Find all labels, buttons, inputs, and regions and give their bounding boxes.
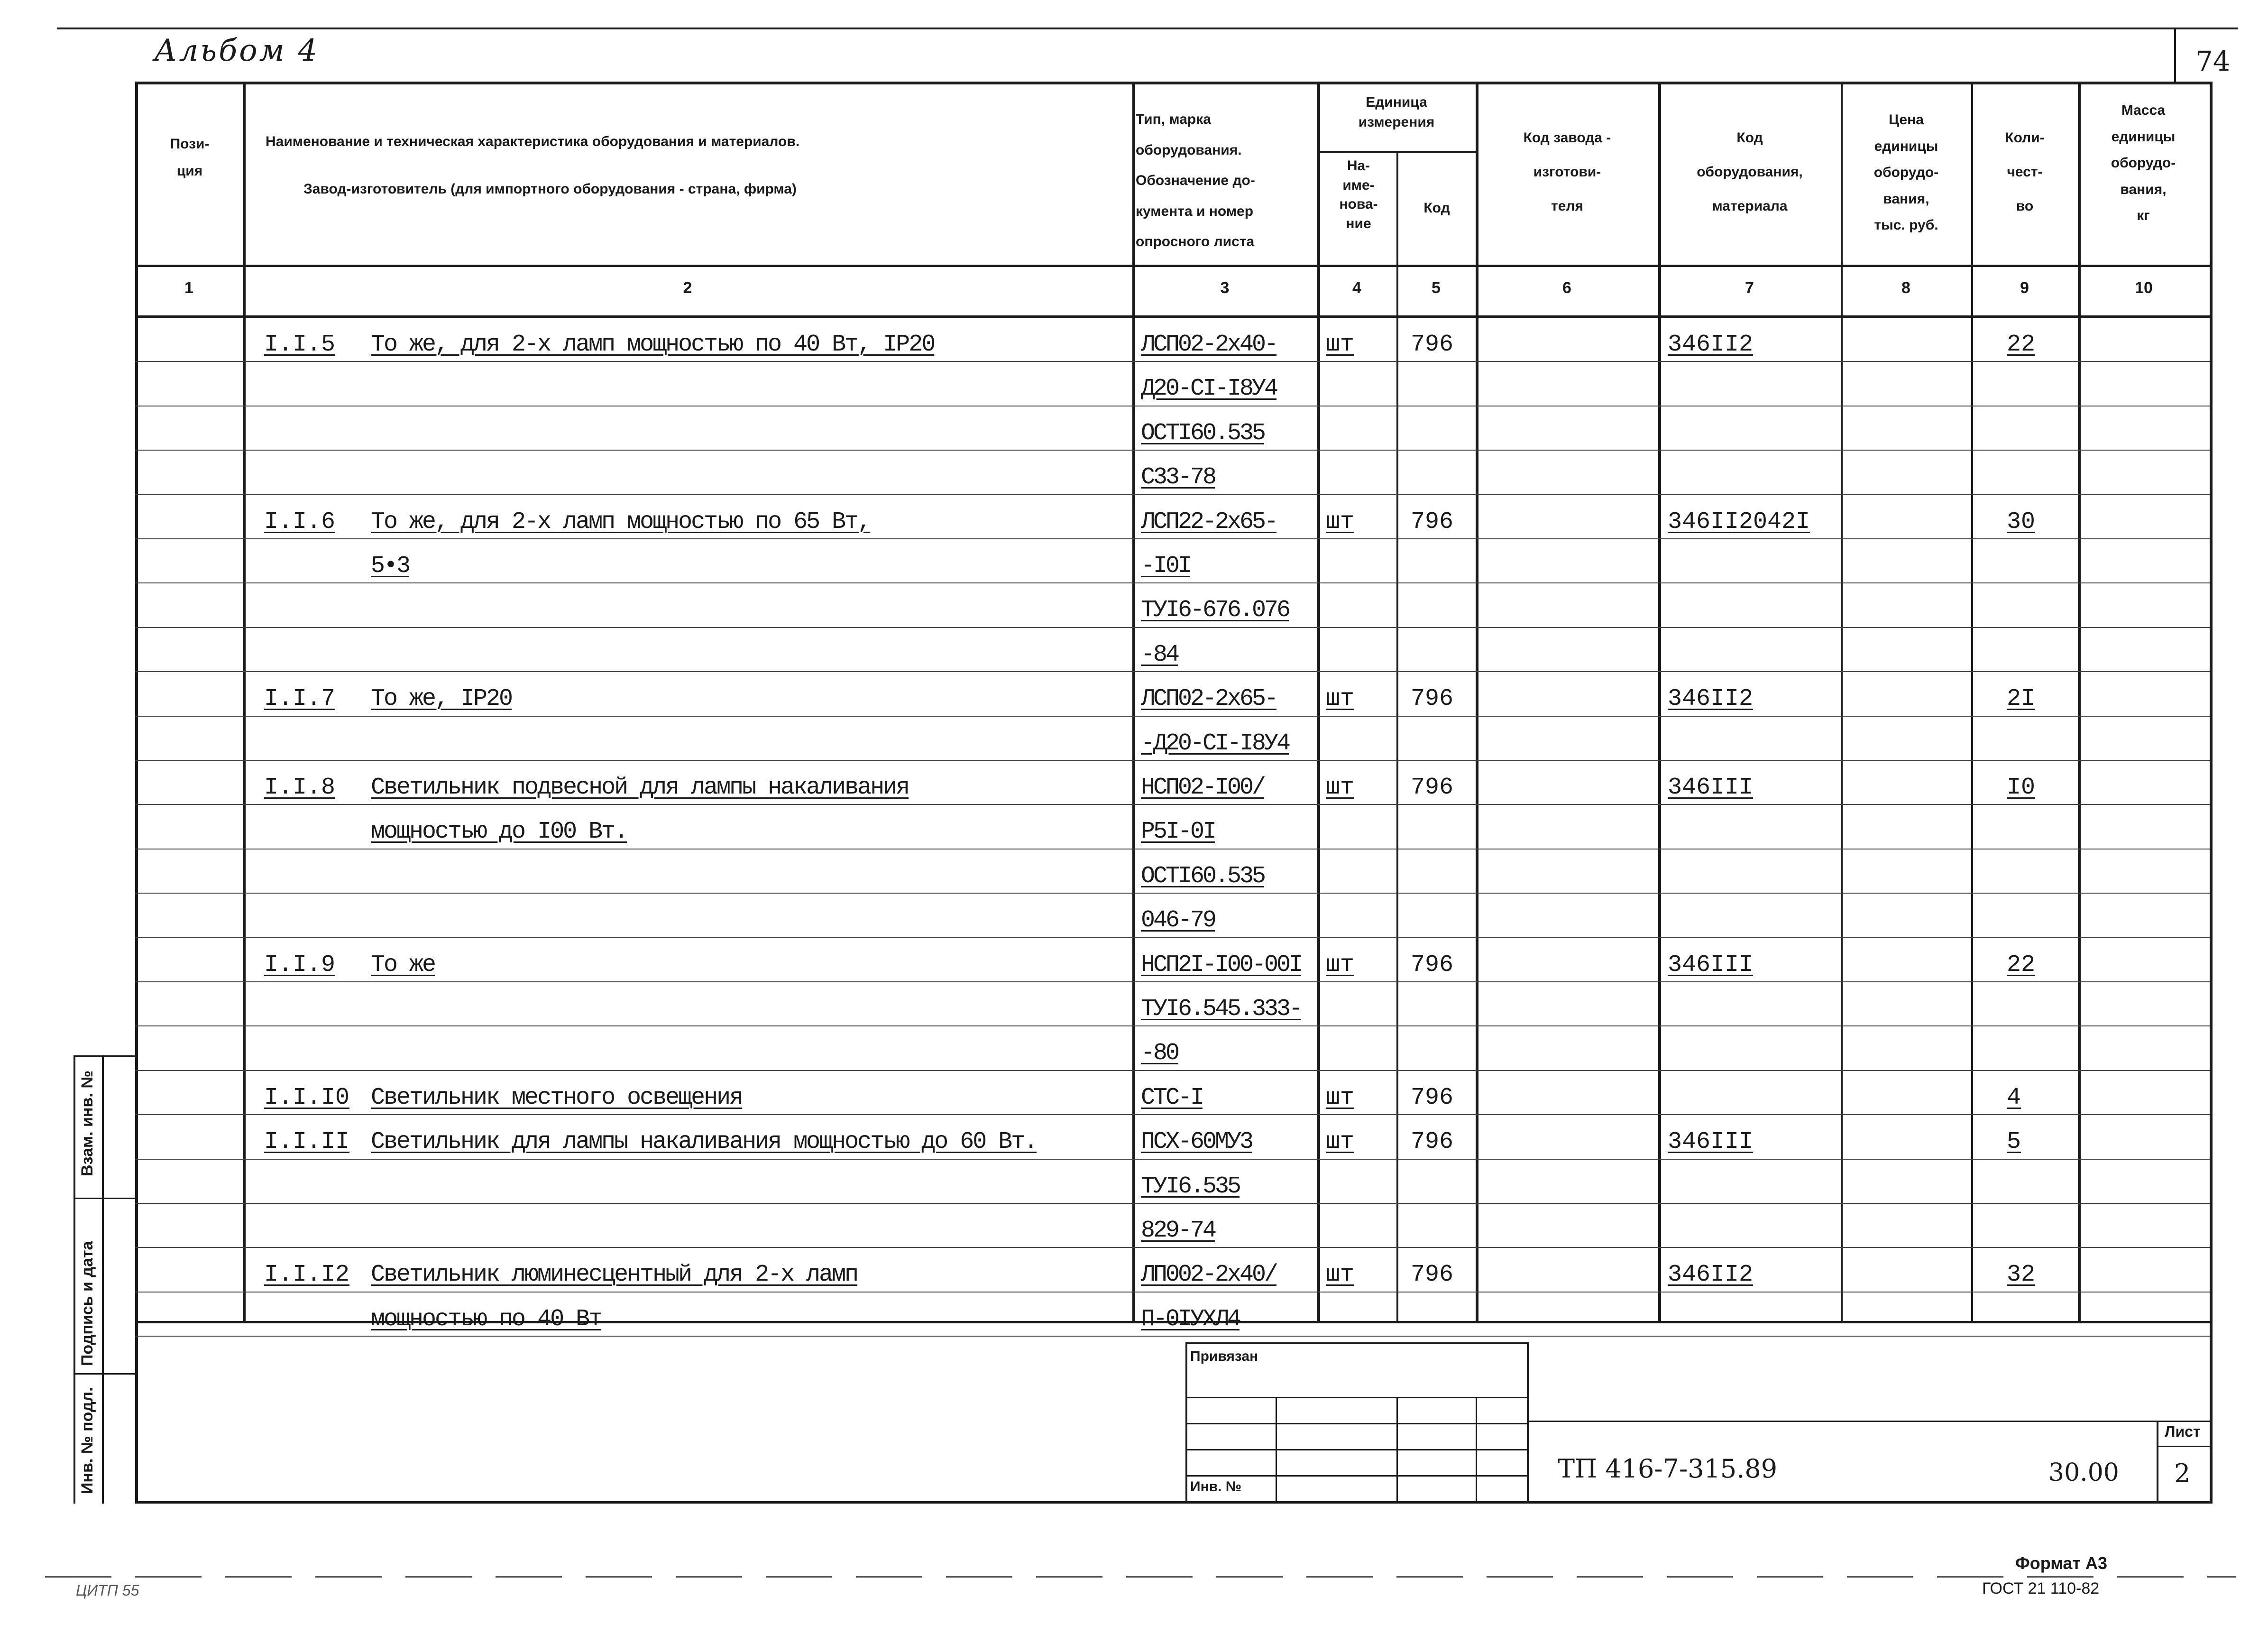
column-number: 8 bbox=[1901, 279, 1910, 297]
column-line-bold bbox=[2210, 82, 2213, 1323]
stamp-inv-podl: Инв. № подл. bbox=[78, 1387, 96, 1494]
privyazan-right bbox=[1527, 1342, 1529, 1504]
top-rule bbox=[57, 28, 2238, 29]
cell-type: ЛСП22-2х65- bbox=[1141, 508, 1277, 536]
column-line-bold bbox=[1658, 82, 1661, 1323]
column-number: 1 bbox=[184, 279, 193, 297]
stamp-divider bbox=[73, 1198, 135, 1199]
left-mark: ЦИТП 55 bbox=[76, 1582, 139, 1599]
row-separator bbox=[135, 538, 2210, 539]
format-label: Формат А3 bbox=[2015, 1553, 2108, 1573]
row-separator bbox=[135, 494, 2210, 495]
column-number: 4 bbox=[1352, 279, 1361, 297]
list-column bbox=[2157, 1421, 2158, 1504]
cell-unit: шт bbox=[1326, 685, 1355, 713]
privyazan-col bbox=[1476, 1397, 1477, 1504]
row-separator bbox=[135, 627, 2210, 628]
cell-type: СТС-I bbox=[1141, 1084, 1203, 1111]
cell-type: -I0I bbox=[1141, 553, 1191, 580]
cell-unit: шт bbox=[1326, 508, 1355, 536]
cell-name: 5•3 bbox=[371, 553, 410, 580]
cell-unit: шт bbox=[1326, 1261, 1355, 1289]
header-mass: Масса единицы оборудо- вания, кг bbox=[2111, 102, 2176, 223]
cell-qty: I0 bbox=[2007, 774, 2036, 801]
cell-code: 796 bbox=[1411, 951, 1454, 979]
row-separator bbox=[135, 582, 2210, 583]
column-line bbox=[135, 82, 138, 1323]
cell-pos: I.I.7 bbox=[264, 685, 336, 713]
footer-rule bbox=[45, 1576, 2236, 1578]
cell-type: -80 bbox=[1141, 1040, 1178, 1067]
cell-equip: 346II2 bbox=[1668, 1261, 1754, 1289]
cell-name: То же, для 2-х ламп мощностью по 65 Вт, bbox=[371, 508, 871, 536]
row-separator bbox=[135, 1025, 2210, 1026]
cell-qty: 4 bbox=[2007, 1084, 2021, 1111]
cell-type: Д20-СI-I8У4 bbox=[1141, 375, 1277, 403]
cell-type: ТУI6-676.076 bbox=[1141, 597, 1289, 624]
list-divider bbox=[2157, 1446, 2211, 1447]
cell-type: ТУI6.535 bbox=[1141, 1173, 1240, 1200]
page-number-border bbox=[2174, 28, 2176, 83]
sheet-left-border bbox=[135, 1321, 138, 1504]
title-block-top bbox=[1527, 1421, 2212, 1422]
header-unit-code: Код bbox=[1423, 200, 1450, 216]
stamp-podpis: Подпись и дата bbox=[78, 1241, 96, 1366]
list-label: Лист bbox=[2165, 1423, 2201, 1440]
cell-type: ПСХ-60МУ3 bbox=[1141, 1128, 1252, 1156]
header-factory-code: Код завода - изготови- теля bbox=[1523, 130, 1611, 214]
cell-name: Светильник подвесной для лампы накаливания bbox=[371, 774, 909, 801]
column-number: 3 bbox=[1220, 279, 1230, 297]
cell-code: 796 bbox=[1411, 508, 1454, 536]
cell-type: -Д20-СI-I8У4 bbox=[1141, 729, 1289, 757]
stamp-vzam: Взам. инв. № bbox=[78, 1070, 96, 1176]
table-top-border bbox=[135, 82, 2212, 84]
cell-type: ЛСП02-2х40- bbox=[1141, 331, 1277, 358]
row-separator bbox=[135, 450, 2210, 451]
cell-name: Светильник люминесцентный для 2-х ламп bbox=[371, 1261, 858, 1289]
cell-type: П-0IУХЛ4 bbox=[1141, 1305, 1240, 1333]
cell-type: НСП02-I00/ bbox=[1141, 774, 1265, 801]
cell-unit: шт bbox=[1326, 951, 1355, 979]
row-separator bbox=[135, 1114, 2210, 1115]
privyazan-left bbox=[1185, 1342, 1187, 1504]
stamp-column-left bbox=[73, 1055, 75, 1504]
cell-code: 796 bbox=[1411, 774, 1454, 801]
column-line-bold bbox=[2078, 82, 2081, 1323]
cell-pos: I.I.5 bbox=[264, 331, 336, 358]
cell-type: ЛСП02-2х65- bbox=[1141, 685, 1277, 713]
column-number: 9 bbox=[2020, 279, 2029, 297]
cell-qty: 22 bbox=[2007, 951, 2036, 979]
cell-name: То же, IP20 bbox=[371, 685, 512, 713]
sheet-bottom-border bbox=[135, 1501, 2212, 1504]
cell-type: ТУI6.545.333- bbox=[1141, 996, 1302, 1023]
numbers-bottom-border bbox=[135, 315, 2212, 318]
header-unit-name: На- име- нова- ние bbox=[1339, 158, 1378, 231]
row-separator bbox=[135, 1336, 2210, 1337]
row-separator bbox=[135, 1159, 2210, 1160]
cell-equip: 346II2 bbox=[1668, 685, 1754, 713]
cell-name: Светильник местного освещения bbox=[371, 1084, 743, 1111]
column-line-bold bbox=[1132, 82, 1135, 1323]
header-type: Тип, марка оборудования. Обозначение до- кумента и номер опросного листа bbox=[1136, 111, 1255, 249]
cell-code: 796 bbox=[1411, 1128, 1454, 1156]
cell-name: То же bbox=[371, 951, 435, 979]
column-line bbox=[1841, 82, 1843, 1323]
stamp-divider bbox=[73, 1373, 135, 1375]
column-line bbox=[1396, 151, 1398, 1323]
row-separator bbox=[135, 804, 2210, 805]
row-separator bbox=[135, 981, 2210, 982]
inv-no-label: Инв. № bbox=[1190, 1479, 1242, 1495]
cell-pos: I.I.I2 bbox=[264, 1261, 350, 1289]
row-separator bbox=[135, 716, 2210, 717]
cell-pos: I.I.II bbox=[264, 1128, 350, 1156]
row-separator bbox=[135, 1292, 2210, 1293]
cell-code: 796 bbox=[1411, 1261, 1454, 1289]
row-separator bbox=[135, 361, 2210, 362]
cell-type: ОСТI60.535 bbox=[1141, 862, 1265, 890]
cell-type: 046-79 bbox=[1141, 907, 1215, 934]
cell-name: мощностью до I00 Вт. bbox=[371, 818, 627, 846]
album-label: Альбом 4 bbox=[154, 33, 319, 68]
header-price: Цена единицы оборудо- вания, тыс. руб. bbox=[1873, 112, 1939, 233]
page-number: 74 bbox=[2195, 45, 2231, 77]
cell-equip: 346II2042I bbox=[1668, 508, 1810, 536]
cell-type: ОСТI60.535 bbox=[1141, 419, 1265, 447]
cell-equip: 346III bbox=[1668, 774, 1754, 801]
header-unit-group: Единица измерения bbox=[1358, 94, 1435, 130]
cell-unit: шт bbox=[1326, 774, 1355, 801]
privyazan-label: Привязан bbox=[1190, 1348, 1258, 1364]
privyazan-col bbox=[1396, 1397, 1398, 1504]
column-line-bold bbox=[243, 82, 246, 1323]
cell-equip: 346III bbox=[1668, 1128, 1754, 1156]
row-separator bbox=[135, 671, 2210, 672]
cell-qty: 22 bbox=[2007, 331, 2036, 358]
column-number: 10 bbox=[2135, 279, 2153, 297]
row-separator bbox=[135, 1070, 2210, 1071]
stamp-top bbox=[73, 1055, 135, 1057]
row-separator bbox=[135, 937, 2210, 938]
cell-qty: 5 bbox=[2007, 1128, 2021, 1156]
cell-unit: шт bbox=[1326, 1128, 1355, 1156]
cell-qty: 30 bbox=[2007, 508, 2036, 536]
row-separator bbox=[135, 760, 2210, 761]
cell-type: Р5I-0I bbox=[1141, 818, 1215, 846]
column-line-bold bbox=[1317, 82, 1320, 1323]
column-number: 6 bbox=[1562, 279, 1571, 297]
row-separator bbox=[135, 1247, 2210, 1248]
cell-type: 829-74 bbox=[1141, 1217, 1215, 1244]
cell-type: С33-78 bbox=[1141, 464, 1215, 491]
cell-qty: 32 bbox=[2007, 1261, 2036, 1289]
header-name-line1: Наименование и техническая характеристика оборудования и материалов. bbox=[266, 134, 800, 149]
cell-pos: I.I.6 bbox=[264, 508, 336, 536]
header-quantity: Коли- чест- во bbox=[2005, 130, 2045, 214]
sheet-right-border bbox=[2210, 1321, 2213, 1504]
gost-label: ГОСТ 21 110-82 bbox=[1982, 1579, 2100, 1597]
header-equipment-code: Код оборудования, материала bbox=[1697, 130, 1803, 214]
column-line bbox=[1971, 82, 1973, 1323]
cell-qty: 2I bbox=[2007, 685, 2036, 713]
cell-name: Светильник для лампы накаливания мощностью до 60 Вт. bbox=[371, 1128, 1037, 1156]
column-line-bold bbox=[1476, 82, 1478, 1323]
cell-name: То же, для 2-х ламп мощностью по 40 Вт, IP20 bbox=[371, 331, 935, 358]
stamp-column-right bbox=[102, 1055, 104, 1504]
row-separator bbox=[135, 893, 2210, 894]
cell-type: НСП2I-I00-00I bbox=[1141, 951, 1302, 979]
cell-pos: I.I.I0 bbox=[264, 1084, 350, 1111]
column-number: 2 bbox=[683, 279, 692, 297]
sheet-code: 30.00 bbox=[2048, 1459, 2119, 1487]
privyazan-col bbox=[1276, 1397, 1277, 1504]
row-separator bbox=[135, 1203, 2210, 1204]
cell-name: мощностью по 40 Вт bbox=[371, 1305, 602, 1333]
cell-code: 796 bbox=[1411, 1084, 1454, 1111]
header-bottom-border bbox=[135, 265, 2212, 267]
list-number: 2 bbox=[2174, 1459, 2191, 1488]
privyazan-top bbox=[1185, 1342, 1527, 1344]
document-code: ТП 416-7-315.89 bbox=[1558, 1454, 1778, 1484]
header-position: Пози- ция bbox=[170, 136, 210, 179]
cell-type: ЛП002-2х40/ bbox=[1141, 1261, 1277, 1289]
cell-type: -84 bbox=[1141, 641, 1178, 668]
column-number: 7 bbox=[1745, 279, 1754, 297]
header-name-line2: Завод-изготовитель (для импортного оборудования - страна, фирма) bbox=[303, 181, 797, 197]
cell-pos: I.I.8 bbox=[264, 774, 336, 801]
column-number: 5 bbox=[1432, 279, 1441, 297]
cell-unit: шт bbox=[1326, 331, 1355, 358]
cell-pos: I.I.9 bbox=[264, 951, 336, 979]
cell-code: 796 bbox=[1411, 331, 1454, 358]
cell-equip: 346II2 bbox=[1668, 331, 1754, 358]
cell-code: 796 bbox=[1411, 685, 1454, 713]
cell-equip: 346III bbox=[1668, 951, 1754, 979]
cell-unit: шт bbox=[1326, 1084, 1355, 1111]
